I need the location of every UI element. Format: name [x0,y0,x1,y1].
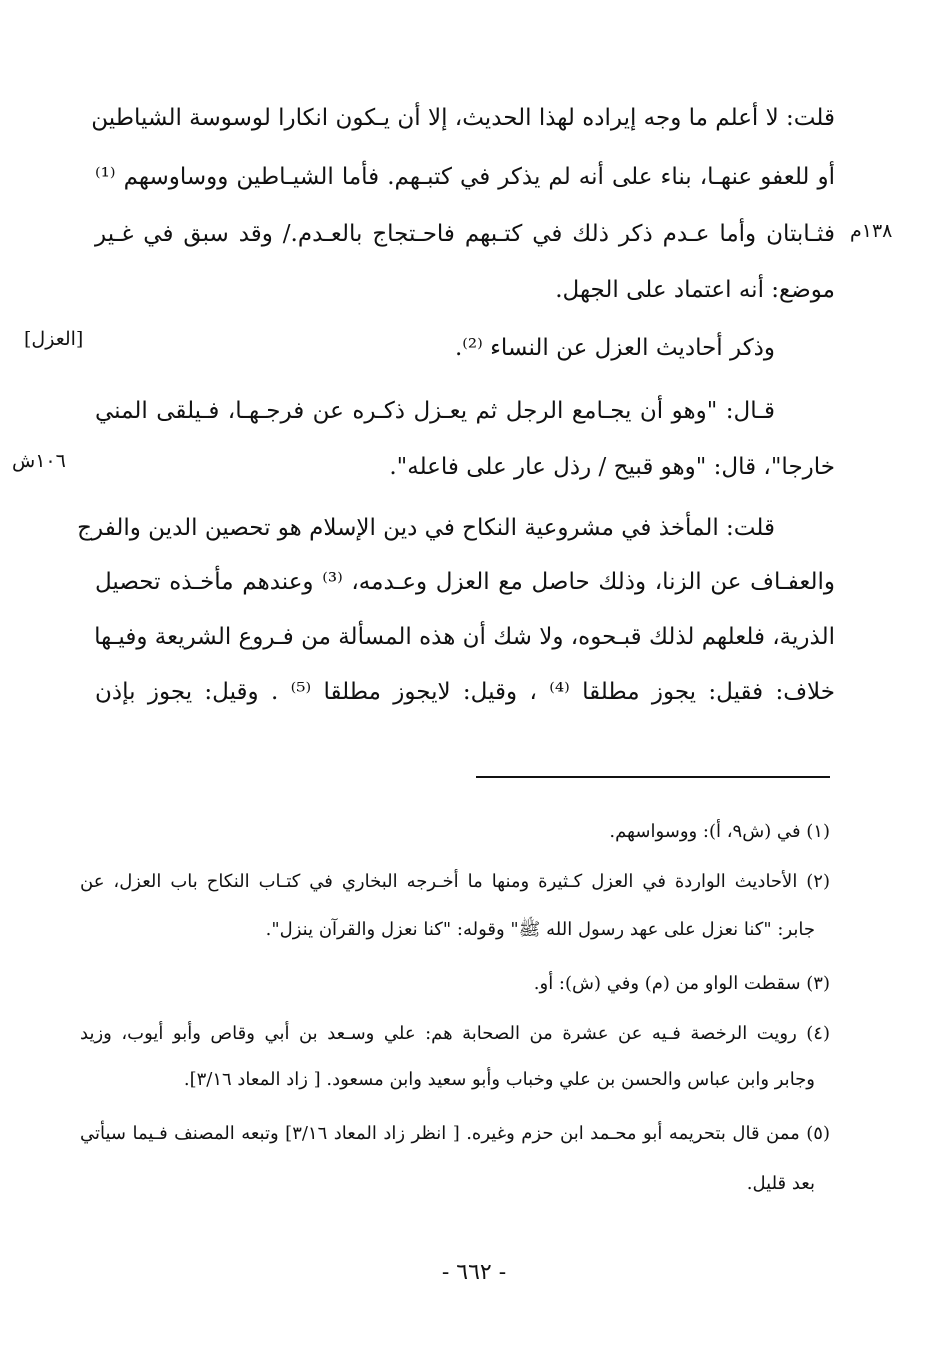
footnote-5-line-1: (٥) ممن قال بتحريمه أبو محـمد ابن حزم وغيره. [ انظر زاد المعاد ٣/١٦] وتبعه المصنف فـيما سيأتي [80,1123,830,1144]
footnote-4-line-2: وجابر وابن عباس والحسن بن علي وخباب وأبو سعيد وابن مسعود. [ زاد المعاد ٣/١٦]. [183,1069,815,1090]
body-line-2: أو للعفو عنهـا، بناء على أنه لم يذكر في كتبـهم. فأما الشيـاطين ووساوسهم ⁽¹⁾ [95,164,835,190]
body-line-11: خلاف: فقيل: يجوز مطلقا ⁽⁴⁾ ، وقيل: لايجوز مطلقا ⁽⁵⁾ . وقيل: يجوز بإذن [95,679,835,705]
footnote-separator [476,776,830,778]
margin-folio-m: ١٣٨م [850,220,893,242]
body-line-8: قلت: المأخذ في مشروعية النكاح في دين الإسلام هو تحصين الدين والفرج [77,515,775,541]
page-number: - ٦٦٢ - [441,1260,507,1285]
body-line-1: قلت: لا أعلم ما وجه إيراده لهذا الحديث، إلا أن يـكون انكارا لوسوسة الشياطين [91,105,835,131]
body-line-6: قـال: "وهو أن يجـامع الرجل ثم يعـزل ذكـره عن فرجـهـا، فـيلقى المني [95,398,775,424]
margin-folio-sh: ١٠٦ش [12,450,66,472]
footnote-2-line-1: (٢) الأحاديث الواردة في العزل كـثيرة ومنها ما أخـرجه البخاري في كتـاب النكاح باب العزل، عن [80,871,830,892]
footnote-1: (١) في (ش٩، أ): ووسواسهم. [609,821,830,842]
body-line-9: والعفـاف عن الزنا، وذلك حاصل مع العزل وعـدمه، ⁽³⁾ وعندهم مأخـذه تحصيل [95,569,835,595]
body-line-4: موضع: أنه اعتماد على الجهل. [555,277,835,303]
margin-section-label: [العزل] [24,328,84,350]
body-line-3: فثـابتان وأما عـدم ذكر ذلك في كتـبهم فاحـتجاج بالعـدم./ وقد سبق في غـير [95,221,835,247]
body-line-5: وذكر أحاديث العزل عن النساء ⁽²⁾. [454,335,775,361]
footnote-4-line-1: (٤) رويت الرخصة فـيه عن عشرة من الصحابة هم: علي وسـعد بن أبي وقاص وأبو أيوب، وزيد [80,1023,830,1044]
footnote-3: (٣) سقطت الواو من (م) وفي (ش): أو. [533,973,830,994]
body-line-10: الذرية، فلعلهم لذلك قبـحوه، ولا شك أن هذه المسألة من فـروع الشريعة وفيـها [94,624,835,650]
footnote-5-line-2: بعد قليل. [746,1173,815,1194]
body-line-7: خارجا"، قال: "وهو قبيح / رذل عار على فاعله". [389,454,835,480]
footnote-2-line-2: جابر: "كنا نعزل على عهد رسول الله ﷺ" وقوله: "كنا نعزل والقرآن ينزل". [265,919,815,940]
